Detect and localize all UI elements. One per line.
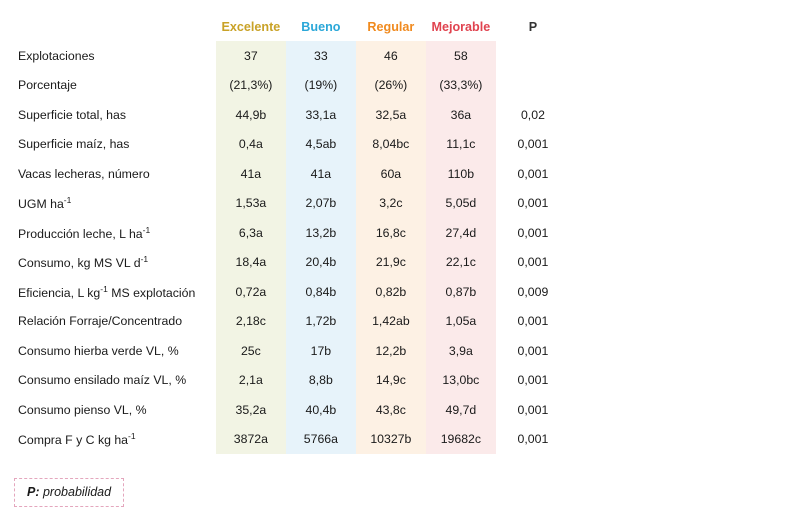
cell-excelente: 0,4a bbox=[216, 130, 286, 160]
cell-mejorable: 58 bbox=[426, 41, 496, 71]
column-header-label bbox=[10, 10, 216, 41]
cell-mejorable: 22,1c bbox=[426, 248, 496, 278]
cell-bueno: 0,84b bbox=[286, 277, 356, 307]
column-header-p: P bbox=[496, 10, 570, 41]
cell-mejorable: 13,0bc bbox=[426, 366, 496, 396]
table-row bbox=[10, 41, 570, 71]
cell-bueno: 13,2b bbox=[286, 218, 356, 248]
cell-bueno: 41a bbox=[286, 159, 356, 189]
row-label: Superficie maíz, has bbox=[10, 130, 216, 160]
cell-regular: 32,5a bbox=[356, 100, 426, 130]
table-row bbox=[10, 307, 570, 337]
cell-mejorable: 49,7d bbox=[426, 395, 496, 425]
header-row bbox=[10, 10, 570, 41]
table-row bbox=[10, 189, 570, 219]
row-label: Relación Forraje/Concentrado bbox=[10, 307, 216, 337]
cell-mejorable: 19682c bbox=[426, 425, 496, 455]
cell-mejorable: (33,3%) bbox=[426, 71, 496, 101]
row-label: Compra F y C kg $ha^{-1}$ bbox=[10, 425, 216, 455]
cell-mejorable: 36a bbox=[426, 100, 496, 130]
table-row bbox=[10, 218, 570, 248]
row-label: Consumo, kg MS VL $d^{-1}$ bbox=[10, 248, 216, 278]
cell-excelente: 2,1a bbox=[216, 366, 286, 396]
row-label: Vacas lecheras, número bbox=[10, 159, 216, 189]
cell-bueno: 1,72b bbox=[286, 307, 356, 337]
cell-regular: 3,2c bbox=[356, 189, 426, 219]
cell-regular: 43,8c bbox=[356, 395, 426, 425]
table-row bbox=[10, 248, 570, 278]
cell-excelente: 0,72a bbox=[216, 277, 286, 307]
cell-regular: 46 bbox=[356, 41, 426, 71]
column-header-regular: Regular bbox=[356, 10, 426, 41]
cell-p: 0,009 bbox=[496, 277, 570, 307]
cell-mejorable: 3,9a bbox=[426, 336, 496, 366]
cell-excelente: 1,53a bbox=[216, 189, 286, 219]
cell-p: 0,001 bbox=[496, 366, 570, 396]
cell-bueno: 40,4b bbox=[286, 395, 356, 425]
table-body bbox=[10, 41, 570, 454]
column-header-bueno: Bueno bbox=[286, 10, 356, 41]
cell-bueno: 2,07b bbox=[286, 189, 356, 219]
cell-p: 0,001 bbox=[496, 159, 570, 189]
cell-regular: 10327b bbox=[356, 425, 426, 455]
table-row bbox=[10, 71, 570, 101]
row-label: Producción leche, L $ha^{-1}$ bbox=[10, 218, 216, 248]
cell-p bbox=[496, 71, 570, 101]
cell-bueno: 33,1a bbox=[286, 100, 356, 130]
cell-p: 0,001 bbox=[496, 130, 570, 160]
cell-excelente: 3872a bbox=[216, 425, 286, 455]
row-label: Consumo ensilado maíz VL, % bbox=[10, 366, 216, 396]
cell-mejorable: 110b bbox=[426, 159, 496, 189]
cell-p: 0,001 bbox=[496, 336, 570, 366]
table-row bbox=[10, 336, 570, 366]
cell-p bbox=[496, 41, 570, 71]
cell-regular: 21,9c bbox=[356, 248, 426, 278]
cell-mejorable: 1,05a bbox=[426, 307, 496, 337]
cell-excelente: 35,2a bbox=[216, 395, 286, 425]
cell-excelente: 25c bbox=[216, 336, 286, 366]
cell-regular: 1,42ab bbox=[356, 307, 426, 337]
cell-bueno: 33 bbox=[286, 41, 356, 71]
cell-excelente: 37 bbox=[216, 41, 286, 71]
cell-regular: 12,2b bbox=[356, 336, 426, 366]
cell-excelente: 41a bbox=[216, 159, 286, 189]
cell-bueno: 17b bbox=[286, 336, 356, 366]
table-row bbox=[10, 130, 570, 160]
table-row bbox=[10, 366, 570, 396]
table-row bbox=[10, 277, 570, 307]
cell-p: 0,001 bbox=[496, 218, 570, 248]
cell-bueno: 4,5ab bbox=[286, 130, 356, 160]
column-header-excelente: Excelente bbox=[216, 10, 286, 41]
cell-regular: 0,82b bbox=[356, 277, 426, 307]
cell-regular: 16,8c bbox=[356, 218, 426, 248]
row-label: Eficiencia, L $kg^{-1}$ MS explotación bbox=[10, 277, 216, 307]
cell-regular: 14,9c bbox=[356, 366, 426, 396]
cell-mejorable: 11,1c bbox=[426, 130, 496, 160]
table-row bbox=[10, 395, 570, 425]
table-row bbox=[10, 100, 570, 130]
row-label: Superficie total, has bbox=[10, 100, 216, 130]
cell-regular: (26%) bbox=[356, 71, 426, 101]
cell-bueno: 20,4b bbox=[286, 248, 356, 278]
cell-p: 0,001 bbox=[496, 425, 570, 455]
cell-excelente: 2,18c bbox=[216, 307, 286, 337]
cell-p: 0,001 bbox=[496, 395, 570, 425]
cell-p: 0,001 bbox=[496, 189, 570, 219]
cell-excelente: 6,3a bbox=[216, 218, 286, 248]
cell-bueno: (19%) bbox=[286, 71, 356, 101]
row-label: Consumo hierba verde VL, % bbox=[10, 336, 216, 366]
cell-regular: 8,04bc bbox=[356, 130, 426, 160]
table-row bbox=[10, 159, 570, 189]
cell-regular: 60a bbox=[356, 159, 426, 189]
row-label: UGM $ha^{-1}$ bbox=[10, 189, 216, 219]
row-label: Explotaciones bbox=[10, 41, 216, 71]
cell-mejorable: 27,4d bbox=[426, 218, 496, 248]
row-label: Porcentaje bbox=[10, 71, 216, 101]
footnote-desc: probabilidad bbox=[39, 485, 112, 499]
table-header bbox=[10, 10, 570, 41]
cell-mejorable: 0,87b bbox=[426, 277, 496, 307]
cell-mejorable: 5,05d bbox=[426, 189, 496, 219]
footnote-key: P: bbox=[27, 485, 40, 499]
results-table bbox=[10, 10, 570, 454]
cell-excelente: 44,9b bbox=[216, 100, 286, 130]
cell-excelente: 18,4a bbox=[216, 248, 286, 278]
cell-p: 0,001 bbox=[496, 307, 570, 337]
column-header-mejorable: Mejorable bbox=[426, 10, 496, 41]
footnote bbox=[14, 478, 124, 507]
cell-p: 0,001 bbox=[496, 248, 570, 278]
cell-excelente: (21,3%) bbox=[216, 71, 286, 101]
table-row bbox=[10, 425, 570, 455]
cell-bueno: 8,8b bbox=[286, 366, 356, 396]
cell-p: 0,02 bbox=[496, 100, 570, 130]
row-label: Consumo pienso VL, % bbox=[10, 395, 216, 425]
cell-bueno: 5766a bbox=[286, 425, 356, 455]
